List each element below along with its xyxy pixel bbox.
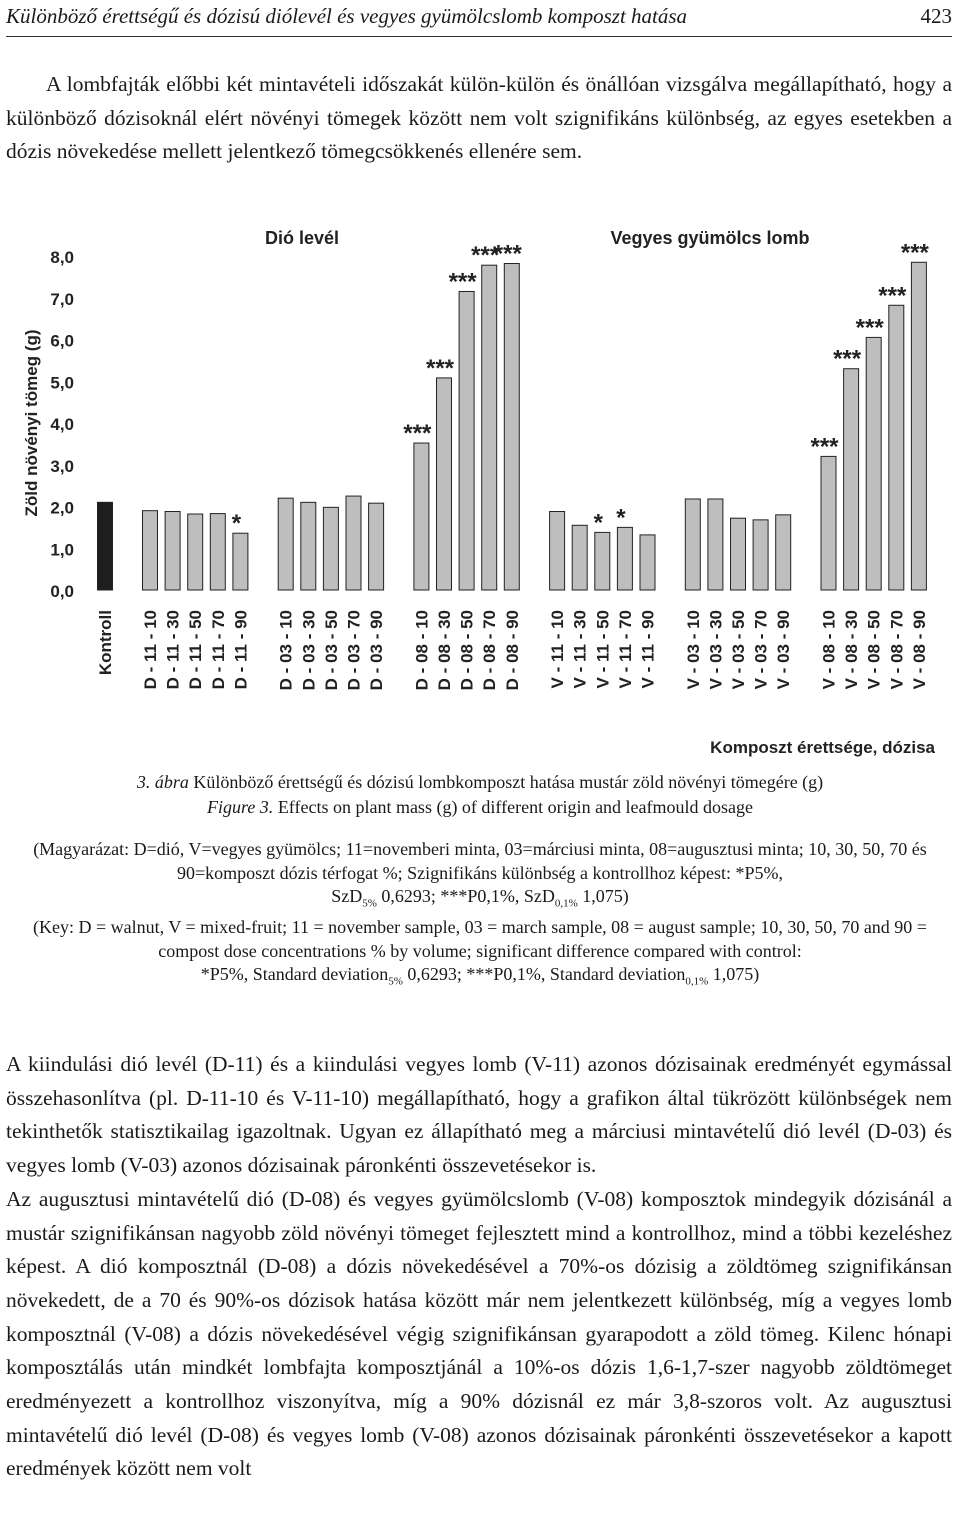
x-tick-label: D - 08 - 90 bbox=[502, 610, 522, 691]
explanation-hu-sub2: 0,1% bbox=[554, 897, 578, 910]
bar bbox=[708, 499, 723, 590]
x-tick-label: D - 11 - 70 bbox=[208, 610, 228, 690]
x-tick-label: D - 11 - 30 bbox=[163, 610, 183, 690]
explanation-hu-end: 1,075) bbox=[577, 886, 629, 906]
bar bbox=[278, 498, 293, 590]
y-axis-title: Zöld növényi tömeg (g) bbox=[22, 329, 41, 517]
bar bbox=[595, 532, 610, 590]
x-tick-label: V - 03 - 70 bbox=[751, 610, 771, 690]
significance-marker: *** bbox=[471, 242, 500, 270]
x-tick-label: D - 03 - 70 bbox=[344, 610, 364, 691]
running-title: Különböző érettségű és dózisú diólevél és vegyes gyümölcslomb komposzt hatása bbox=[6, 4, 688, 28]
body-paragraph-2: Az augusztusi mintavételű dió (D-08) és vegyes gyümölcslomb (V-08) komposztok mindegyik dózisánál a mustár szignifikánsan nagyobb zöld növényi tömeget fejlesztett mind a kontrollhoz, mind a többi kezeléshez képest. A dió komposztnál (D-08) a dózis növekedésével a 70%-os dózisig a zöldtömeg szignifikánsan növekedett, de a 70 és 90%-os dózisok hatása között már nem jelentkezett különbség, míg a vegyes lomb komposztnál (V-08) a dózis növekedésével végig szignifikánsan gyarapodott a zöld tömeg. Kilenc hónapi komposztálás után mindkét lombfajta komposztjánál a 10%-os dózis 1,6-1,7-szer nagyobb zöldtömeget eredményezett a kontrollhoz viszonyítva, míg a 90% dózisnál ez már 3,8-szoros volt. Az augusztusi mintavételű dió levél (D-08) és vegyes lomb (V-08) azonos dózisainak páronkénti összevetésekor a kapott eredmények között nem volt bbox=[6, 1186, 952, 1481]
body-paragraph-1: A kiindulási dió levél (D-11) és a kiindulási vegyes lomb (V-11) azonos dózisainak eredményét egymással összehasonlítva (pl. D-11-10 és V-11-10) megállapítható, hogy a grafikon által tükrözött különbségek nem tekinthetők statisztikailag igazoltnak. Ugyan ez állapítható meg a márciusi mintavételű dió levél (D-03) és vegyes lomb (V-03) azonos dózisainak páronkénti összevetésekor is. bbox=[6, 1052, 952, 1178]
figure-caption-en bbox=[0, 795, 960, 819]
y-tick-label: 7,0 bbox=[50, 289, 74, 309]
significance-marker: *** bbox=[810, 433, 839, 461]
x-tick-label: V - 11 - 70 bbox=[615, 610, 635, 689]
x-tick-label: V - 08 - 50 bbox=[864, 610, 884, 690]
x-tick-label: D - 03 - 90 bbox=[367, 610, 387, 691]
significance-marker: * bbox=[231, 510, 242, 538]
significance-marker: *** bbox=[833, 345, 862, 373]
explanation-hu-sub1: 5% bbox=[362, 897, 377, 910]
control-bar bbox=[98, 502, 113, 590]
x-tick-label: D - 03 - 50 bbox=[321, 610, 341, 691]
running-header bbox=[6, 0, 952, 37]
figure-label-hu: 3. ábra bbox=[136, 772, 189, 792]
bar bbox=[821, 456, 836, 590]
explanation-en-main: (Key: D = walnut, V = mixed-fruit; 11 = november sample, 03 = march sample, 08 = august sample; 10, 30, 50, 70 and 90 = compost dose concentrations % by volume; significant difference compared with control: bbox=[33, 917, 927, 961]
significance-marker: * bbox=[616, 504, 626, 532]
bar bbox=[617, 527, 632, 590]
x-tick-label: D - 11 - 50 bbox=[186, 610, 206, 690]
bar bbox=[550, 512, 565, 590]
y-tick-label: 0,0 bbox=[50, 582, 74, 601]
explanation-hu-szd: SzD bbox=[331, 886, 363, 906]
explanation-en-a: *P5%, Standard deviation bbox=[200, 964, 389, 985]
bar bbox=[911, 262, 926, 590]
bar bbox=[369, 503, 384, 590]
bar bbox=[188, 514, 203, 590]
significance-marker: *** bbox=[448, 268, 477, 296]
bar bbox=[844, 369, 859, 590]
x-tick-label: D - 08 - 30 bbox=[435, 610, 454, 691]
x-tick-label: V - 08 - 70 bbox=[887, 610, 907, 690]
x-tick-label: V - 11 - 90 bbox=[638, 610, 658, 689]
x-tick-label: D - 11 - 90 bbox=[231, 610, 251, 690]
bar bbox=[301, 502, 316, 590]
bar bbox=[776, 515, 791, 590]
x-tick-label: D - 08 - 70 bbox=[480, 610, 500, 691]
bar bbox=[143, 511, 158, 590]
figure-caption-hu-text: Különböző érettségű és dózisú lombkomposzt hatása mustár zöld növényi tömegére (g) bbox=[193, 772, 824, 792]
bar bbox=[437, 378, 452, 590]
x-tick-label: V - 08 - 10 bbox=[819, 610, 839, 690]
bar bbox=[482, 265, 497, 590]
x-tick-label: D - 08 - 10 bbox=[412, 610, 432, 691]
x-tick-label: V - 03 - 50 bbox=[729, 610, 748, 690]
y-tick-label: 2,0 bbox=[50, 498, 74, 518]
explanation-hu-mid: 0,6293; ***P0,1%, SzD bbox=[376, 886, 555, 906]
bar bbox=[233, 533, 248, 590]
y-tick-label: 4,0 bbox=[50, 415, 74, 434]
significance-marker: *** bbox=[878, 282, 907, 310]
x-tick-label: D - 03 - 30 bbox=[299, 610, 319, 691]
group-label-vegyes: Vegyes gyümölcs lomb bbox=[610, 228, 810, 248]
explanation-en bbox=[14, 916, 946, 994]
bar bbox=[165, 512, 180, 590]
intro-paragraph: A lombfajták előbbi két mintavételi időszakát külön-külön és önállóan vizsgálva megállapítható, hogy a különböző dózisoknál elért növényi tömegek között nem volt szignifikáns különbség, az egyes esetekben a dózis növekedése mellett jelentkező tömegcsökkenés ellenére sem. bbox=[6, 72, 952, 164]
y-tick-label: 1,0 bbox=[50, 540, 74, 560]
x-tick-label: V - 11 - 50 bbox=[593, 610, 613, 689]
x-tick-label: Kontroll bbox=[96, 610, 115, 676]
x-tick-label: V - 03 - 30 bbox=[706, 610, 726, 690]
explanation-hu-main: (Magyarázat: D=dió, V=vegyes gyümölcs; 11=novemberi minta, 03=márciusi minta, 08=augusztusi minta; 10, 30, 50, 70 és 90=komposzt dózis térfogat %; Szignifikáns különbség a kontrollhoz képest: *P5%, bbox=[33, 839, 927, 883]
significance-marker: *** bbox=[425, 354, 455, 382]
x-tick-label: V - 11 - 10 bbox=[548, 610, 568, 689]
x-tick-label: V - 08 - 90 bbox=[909, 610, 929, 690]
y-tick-label: 8,0 bbox=[50, 248, 74, 267]
figure-caption-en-text: Effects on plant mass (g) of different origin and leafmould dosage bbox=[277, 797, 754, 817]
bar bbox=[414, 443, 429, 590]
body-text bbox=[6, 1048, 952, 1486]
bar bbox=[731, 518, 746, 590]
significance-marker: *** bbox=[900, 239, 929, 267]
bar bbox=[346, 496, 361, 590]
bar bbox=[572, 525, 587, 590]
x-axis-title: Komposzt érettsége, dózisa bbox=[710, 738, 935, 757]
significance-marker: * bbox=[593, 509, 603, 537]
bar bbox=[753, 520, 768, 590]
bar bbox=[685, 499, 700, 590]
bar bbox=[459, 291, 474, 590]
significance-marker: *** bbox=[855, 314, 884, 342]
page-number: 423 bbox=[920, 4, 952, 28]
figure-explanation bbox=[14, 838, 946, 994]
x-tick-label: V - 03 - 10 bbox=[683, 610, 703, 690]
x-tick-label: D - 03 - 10 bbox=[276, 610, 296, 691]
x-tick-label: V - 11 - 30 bbox=[570, 610, 590, 689]
significance-marker: *** bbox=[493, 240, 522, 268]
group-label-dio: Dió levél bbox=[264, 228, 340, 248]
significance-marker: *** bbox=[403, 420, 432, 448]
x-tick-label: D - 11 - 10 bbox=[141, 610, 160, 690]
x-tick-label: D - 08 - 50 bbox=[457, 610, 477, 691]
bar bbox=[323, 507, 338, 590]
explanation-hu bbox=[14, 838, 946, 916]
x-tick-label: V - 08 - 30 bbox=[842, 610, 862, 690]
explanation-en-b: 0,6293; ***P0,1%, Standard deviation bbox=[402, 964, 686, 985]
y-tick-label: 6,0 bbox=[50, 331, 74, 351]
y-tick-label: 5,0 bbox=[50, 373, 74, 393]
bar bbox=[889, 305, 904, 590]
bar bbox=[210, 514, 225, 590]
explanation-en-sub2: 0,1% bbox=[685, 975, 709, 988]
explanation-en-sub1: 5% bbox=[388, 975, 403, 988]
figure-caption-hu bbox=[0, 770, 960, 794]
bar-chart bbox=[0, 220, 960, 765]
figure-label-en: Figure 3. bbox=[206, 797, 274, 817]
bar bbox=[504, 264, 519, 590]
bar bbox=[866, 337, 881, 590]
explanation-en-c: 1,075) bbox=[708, 964, 760, 985]
x-tick-label: V - 03 - 90 bbox=[774, 610, 794, 690]
bar bbox=[640, 535, 655, 590]
y-tick-label: 3,0 bbox=[50, 456, 74, 476]
